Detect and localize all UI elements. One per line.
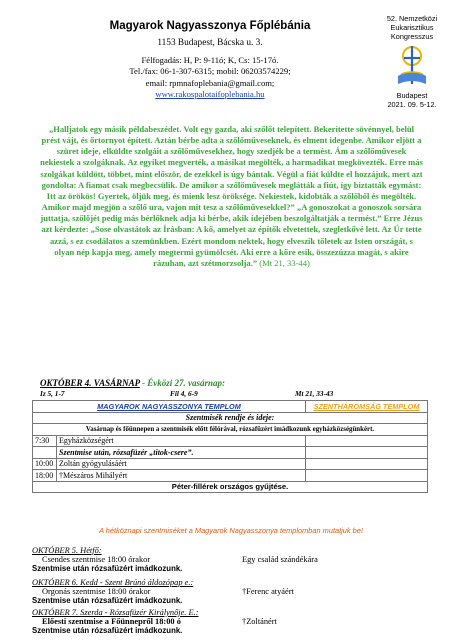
secondary-cell <box>306 447 428 459</box>
congress-block <box>373 14 451 109</box>
mass-time: 7:30 <box>33 435 57 447</box>
mass-schedule-table <box>32 400 428 493</box>
congress-dates: 2021. 09. 5-12. <box>387 100 437 109</box>
email-line: email: rpmnafoplebania@gmail.com; <box>145 77 275 88</box>
mass-intention: †Mészáros Mihályért <box>57 470 306 482</box>
congress-city: Budapest <box>396 91 428 100</box>
congress-logo-icon <box>395 44 429 88</box>
website-link[interactable]: www.rakospalotaifoplebania.hu <box>155 89 265 99</box>
collection-note: Péter-fillérek országos gyűjtése. <box>33 481 428 493</box>
day-mass-line <box>32 587 432 596</box>
mass-time <box>33 447 57 459</box>
reading-first: Iz 5, 1-7 <box>40 389 65 398</box>
parish-header <box>40 20 380 101</box>
day-mass: Előesti szentmise a Főünnepről 18:00 ó <box>42 617 181 626</box>
office-hours: Félfogadás: H, P: 9-11ó; K, Cs: 15-17ó. <box>141 54 279 65</box>
mass-order-heading: Szentmisék rendje és ideje: <box>33 412 428 424</box>
mass-time: 18:00 <box>33 470 57 482</box>
parish-name: Magyarok Nagyasszonya Főplébánia <box>109 20 311 32</box>
day-title: OKTÓBER 6. Kedd - Szent Brúnó áldozópap e.: <box>32 578 194 587</box>
table-row <box>33 412 428 424</box>
mass-intention: Szentmise után, rózsafüzér „titok-csere”. <box>57 447 306 459</box>
church-main-header: MAGYAROK NAGYASSZONYA TEMPLOM <box>33 401 306 413</box>
sunday-title: OKTÓBER 4. VASÁRNAP <box>40 378 140 388</box>
gospel-reference: (Mt 21, 33-44) <box>259 257 310 268</box>
church-secondary-header: SZENTHÁROMSÁG TEMPLOM <box>306 401 428 413</box>
secondary-cell <box>306 470 428 482</box>
weekday-notice: A hétköznapi szentmiséket a Magyarok Nagyasszonya templomban mutatjuk be! <box>99 526 363 535</box>
day-block-monday <box>32 546 432 573</box>
mass-intention: Zoltán gyógyulásáért <box>57 458 306 470</box>
gospel-text: „Halljatok egy másik példabeszédet. Volt egy gazda, aki szőlőt telepített. Bekerítette sövénnyel, belül prést vájt, és őrtornyot épített. Aztán bérbe adta a szőlőműveseknek, és elment idegenbe. Amikor eljött a szüret ideje, elküldte szolgáit a szőlőművesekhez, hogy szedjék be a termést. Ám a szőlőművesek nekiestek a szolgáknak. Az egyiket megverték, a másikat megölték, a harmadikat megkövezték. Erre más szolgákat küldött, többet, mint először, de ezekkel is úgy bántak. Végül a fiát küldte el hozzájuk, mert azt gondolta: A fiamat csak megbecsülik. De amikor a szőlőművesek meglátták a fiút, így biztatták egymást: Itt az örökös! Gyertek, öljük meg, és mienk lesz öröksége. Nekiestek, kidobták a szőlőből és megölték. Amikor majd megjön a szőlő ura, vajon mit tesz a szőlőművesekkel?” „A gonoszokat a gonoszok sorsára juttatja, szőlőjét pedig más bérlőknek adja ki bérbe, akik idejében beszolgáltatják a termést.” Erre Jézus azt kérdezte: „Sose olvastátok az Írásban: A kő, amelyet az építők elvetettek, szegletkővé lett. Az Úr tette azzá, s ez csodálatos a szemünkben. Ezért mondom nektek, hogy elveszik tőletek az Isten országát, s olyan nép kapja meg, amely megtermi gyümölcsét. Aki erre a kőre esik, összezúzza magát, s akire rázuhan, azt szétmorzsolja.” <box>40 124 423 268</box>
table-row <box>33 424 428 436</box>
secondary-cell <box>306 435 428 447</box>
day-block-wednesday <box>32 608 432 635</box>
table-row <box>33 447 428 459</box>
congress-line2: Eukarisztikus <box>390 23 434 32</box>
table-row <box>33 458 428 470</box>
mass-intention: Egyházközségért <box>57 435 306 447</box>
table-row <box>33 470 428 482</box>
table-row <box>33 481 428 493</box>
day-title: OKTÓBER 7. Szerda - Rózsafüzér Királynője. E.: <box>32 608 199 617</box>
table-row <box>33 435 428 447</box>
day-intention: Egy család szándékára <box>242 555 318 564</box>
day-mass: Csendes szentmise 18:00 órakor <box>42 555 151 564</box>
day-rosary: Szentmise után rózsafüzért imádkozunk. <box>32 564 183 573</box>
day-block-tuesday <box>32 578 432 605</box>
day-mass-line <box>32 555 432 564</box>
reading-gospel: Mt 21, 33-43 <box>295 389 334 398</box>
day-rosary: Szentmise után rózsafüzért imádkozunk. <box>32 596 183 605</box>
day-rosary: Szentmise után rózsafüzért imádkozunk. <box>32 626 183 635</box>
day-intention: †Ferenc atyáért <box>242 587 294 596</box>
day-mass: Orgonás szentmise 18:00 órakor <box>42 587 151 596</box>
congress-line1: 52. Nemzetközi <box>386 14 438 23</box>
gospel-quote <box>40 124 423 269</box>
parish-address: 1153 Budapest, Bácska u. 3. <box>157 38 263 48</box>
day-title: OKTÓBER 5. Hétfő: <box>32 546 102 555</box>
phone-line: Tel./fax: 06-1-307-6315; mobil: 06203574229; <box>129 66 291 76</box>
day-intention: †Zoltánért <box>242 617 277 626</box>
congress-line3: Kongresszus <box>390 32 434 41</box>
sunday-heading <box>40 378 430 388</box>
reading-second: Fil 4, 6-9 <box>170 389 198 398</box>
mass-time: 10:00 <box>33 458 57 470</box>
table-header-row <box>33 401 428 413</box>
mass-order-note: Vasárnap és főünnepen a szentmisék előtt félórával, rózsafüzért imádkozunk egyházközségünkért. <box>33 424 428 436</box>
day-mass-line <box>32 617 432 626</box>
secondary-cell <box>306 458 428 470</box>
sunday-subtitle: - Évközi 27. vasárnap: <box>139 378 226 388</box>
